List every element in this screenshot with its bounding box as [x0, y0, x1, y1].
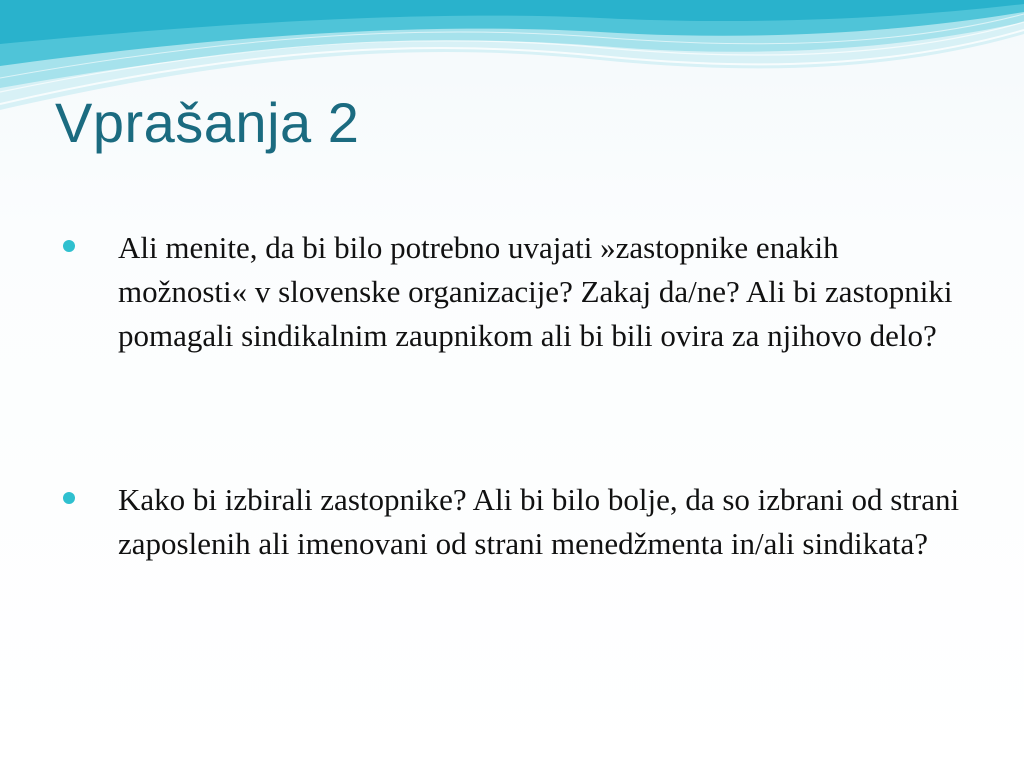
bullet-item: [62, 478, 962, 566]
slide-title: Vprašanja 2: [55, 91, 360, 154]
bullet-text: Kako bi izbirali zastopnike? Ali bi bilo bolje, da so izbrani od strani zaposlenih ali imenovani od strani menedžmenta in/ali sindikata?: [118, 482, 960, 561]
bullet-dot-icon: [63, 240, 75, 252]
bullet-text: Ali menite, da bi bilo potrebno uvajati »zastopnike enakih možnosti« v slovenske organizacije? Zakaj da/ne? Ali bi zastopniki pomagali sindikalnim zaupnikom ali bi bili ovira za njihovo delo?: [118, 230, 953, 353]
bullet-item: [62, 226, 962, 358]
bullet-list: [62, 226, 962, 566]
bullet-dot-icon: [63, 492, 75, 504]
